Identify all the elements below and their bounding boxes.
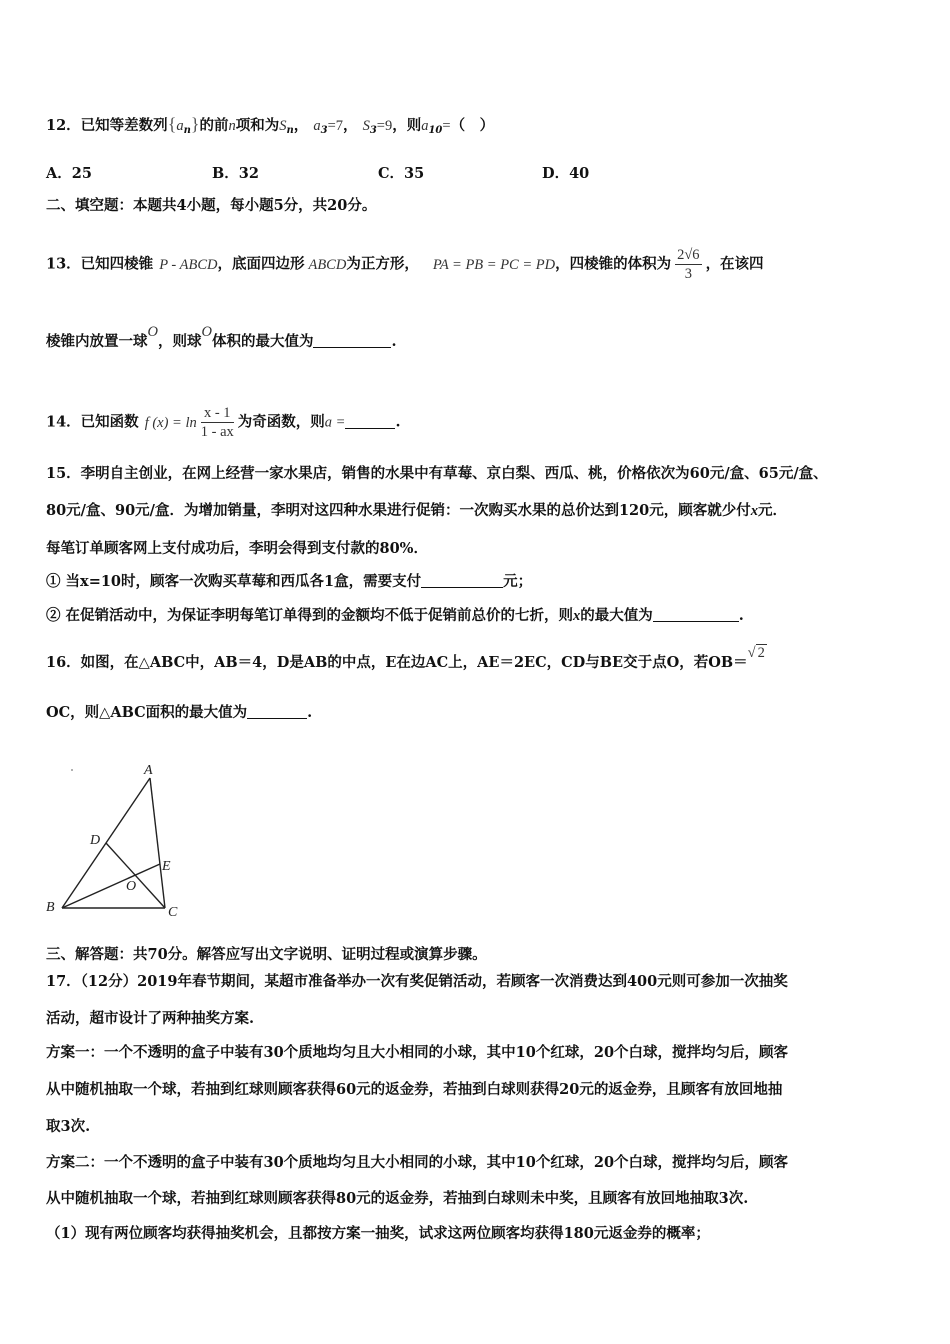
q16-sqrt: √ 2 <box>747 645 765 661</box>
q15-line5-end: . <box>738 607 744 624</box>
question-17-line7: 从中随机抽取一个球，若抽到红球则顾客获得80元的返金券，若抽到白球则未中奖，且顾客有放回地抽取3次. <box>46 1190 749 1207</box>
q13-O1: O <box>147 324 158 340</box>
label-D: D <box>90 833 101 848</box>
q12-S: S <box>279 118 287 134</box>
question-17-line5: 取3次. <box>46 1118 91 1135</box>
question-15-line3: 每笔订单顾客网上支付成功后，李明会得到支付款的80%． <box>46 540 428 557</box>
q13-pyramid: P - ABCD <box>159 256 218 273</box>
question-14 <box>46 404 401 441</box>
question-17-line8: （1）现有两位顾客均获得抽奖机会，且都按方案一抽奖，试求这两位顾客均获得180元返金券的概率； <box>46 1225 710 1242</box>
q13-vol-den: 3 <box>684 266 692 282</box>
question-15-line1: 15．李明自主创业，在网上经营一家水果店，销售的水果中有草莓、京白梨、西瓜、桃，价格依次为60元/盒、65元/盒、 <box>46 465 828 482</box>
question-13-line2 <box>46 324 397 352</box>
question-17-line6: 方案二：一个不透明的盒子中装有30个质地均匀且大小相同的小球，其中10个红球，20个白球，搅拌均匀后，顾客 <box>46 1154 789 1171</box>
q12-a10-sub: 10 <box>428 125 443 136</box>
q16-sqrt-value: 2 <box>757 645 765 661</box>
q13-O2: O <box>201 324 212 340</box>
q15-line5-text: ② 在促销活动中，为保证李明每笔订单得到的金额均不低于促销前总价的七折，则 <box>46 607 574 624</box>
section-3-heading: 三、解答题：共70分。解答应写出文字说明、证明过程或演算步骤。 <box>46 946 487 963</box>
q13-text2: 为正方形， <box>346 255 419 273</box>
q15-line4-end: 元； <box>503 573 533 590</box>
q14-num: x - 1 <box>201 404 234 423</box>
q15-line5-b: 的最大值为 <box>580 607 653 624</box>
q12-seq: a <box>176 118 184 134</box>
q16-answer-blank[interactable] <box>247 704 307 719</box>
q12-S3-sub: 3 <box>369 125 377 136</box>
q12-prefix: 12．已知等差数列 <box>46 117 168 134</box>
q13-line2-a: 棱锥内放置一球 <box>46 333 148 350</box>
q14-answer-blank[interactable] <box>345 414 395 429</box>
q13-end: . <box>391 333 397 350</box>
label-C: C <box>168 905 178 920</box>
q15-answer-blank-1[interactable] <box>421 573 503 588</box>
q16-line1-text: 16．如图，在△ABC中，AB＝4，D是AB的中点，E在边AC上，AE＝2EC，CD与BE交于点O，若OB＝ <box>46 654 748 671</box>
q12-paren: （ ） <box>450 117 495 134</box>
label-E: E <box>162 859 171 874</box>
stray-dot <box>71 769 73 771</box>
q12-option-a: A．25 <box>46 165 92 182</box>
q14-fraction <box>201 404 234 441</box>
question-16-line1 <box>46 645 767 673</box>
question-16-line2 <box>46 703 312 723</box>
question-17-line3: 方案一：一个不透明的盒子中装有30个质地均匀且大小相同的小球，其中10个红球，20个白球，搅拌均匀后，顾客 <box>46 1044 789 1061</box>
q13-prefix: 13．已知四棱锥 <box>46 255 154 273</box>
question-13-line1 <box>46 246 764 283</box>
q13-base: ABCD <box>308 256 347 273</box>
q15-line5-x: x <box>573 608 581 624</box>
label-A: A <box>144 763 153 778</box>
q15-answer-blank-2[interactable] <box>653 607 739 622</box>
q12-S3-val: =9 <box>376 118 393 134</box>
q12-option-b: B．32 <box>212 165 259 182</box>
q12-option-d: D．40 <box>542 165 590 182</box>
q13-text4: ，在该四 <box>705 255 764 273</box>
q12-a3: a <box>313 118 321 134</box>
q14-den: 1 - ax <box>200 424 234 440</box>
q12-a3-val: =7 <box>327 118 343 134</box>
q12-seq-sub: n <box>183 125 191 136</box>
q12-option-c: C．35 <box>378 165 425 182</box>
q16-line2-text: OC，则△ABC面积的最大值为 <box>46 704 248 721</box>
q13-text1: ，底面四边形 <box>217 255 305 273</box>
label-B: B <box>46 900 55 915</box>
q13-line2-c: 体积的最大值为 <box>211 333 314 350</box>
q15-line2-x: x <box>750 503 758 519</box>
q12-n: n <box>228 118 236 134</box>
q13-answer-blank[interactable] <box>313 333 391 348</box>
q13-volume-fraction <box>675 246 701 283</box>
question-15-line4 <box>46 572 532 592</box>
q12-a10: a <box>421 118 429 134</box>
question-17-line1: 17．（12分）2019年春节期间，某超市准备举办一次有奖促销活动，若顾客一次消费达到400元则可参加一次抽奖 <box>46 973 788 990</box>
q15-line4-text: ① 当x=10时，顾客一次购买草莓和西瓜各1盒，需要支付 <box>46 573 422 590</box>
q16-line2-end: . <box>307 704 313 721</box>
q14-end: . <box>395 413 401 431</box>
q14-fx: f (x) = ln <box>144 414 197 431</box>
triangle-figure <box>40 758 200 928</box>
q12-text1: 的前 <box>199 117 229 134</box>
question-15-line5 <box>46 606 744 626</box>
brace-right: } <box>190 114 200 134</box>
q14-text1: 为奇函数，则 <box>237 413 325 431</box>
question-12: 12．已知等差数列$\{a_n\}$的前n项和为$S_n$， $a_3=7$， $S_3=9$，则$a_{10}=$（ ） <box>46 114 495 136</box>
q13-line2-b: ，则球 <box>157 333 202 350</box>
q15-line2-text: 80元/盒、90元/盒．为增加销量，李明对这四种水果进行促销：一次购买水果的总价达到120元，顾客就少付 <box>46 502 751 519</box>
question-15-line2 <box>46 501 787 521</box>
q12-S-sub: n <box>286 125 294 136</box>
label-O: O <box>126 879 137 894</box>
q14-prefix: 14．已知函数 <box>46 413 139 431</box>
q13-text3: ，四棱锥的体积为 <box>555 255 672 273</box>
q15-line2-end: 元． <box>757 502 787 519</box>
q12-S3: S <box>362 118 370 134</box>
brace-left: { <box>167 114 177 134</box>
q13-equal-edges: PA = PB = PC = PD <box>432 256 556 273</box>
q12-a3-sub: 3 <box>320 125 328 136</box>
side-AC <box>150 778 165 908</box>
question-17-line2: 活动，超市设计了两种抽奖方案. <box>46 1010 255 1027</box>
q12-eq: = <box>442 118 451 134</box>
q14-a: a = <box>324 414 346 431</box>
section-2-heading: 二、填空题：本题共4小题，每小题5分，共20分。 <box>46 197 377 214</box>
question-17-line4: 从中随机抽取一个球，若抽到红球则顾客获得60元的返金券，若抽到白球则获得20元的返金券，且顾客有放回地抽 <box>46 1081 783 1098</box>
q12-text2: 项和为 <box>235 117 280 134</box>
q13-vol-num: 2√6 <box>677 247 700 263</box>
q12-text3: ，则 <box>392 117 422 134</box>
